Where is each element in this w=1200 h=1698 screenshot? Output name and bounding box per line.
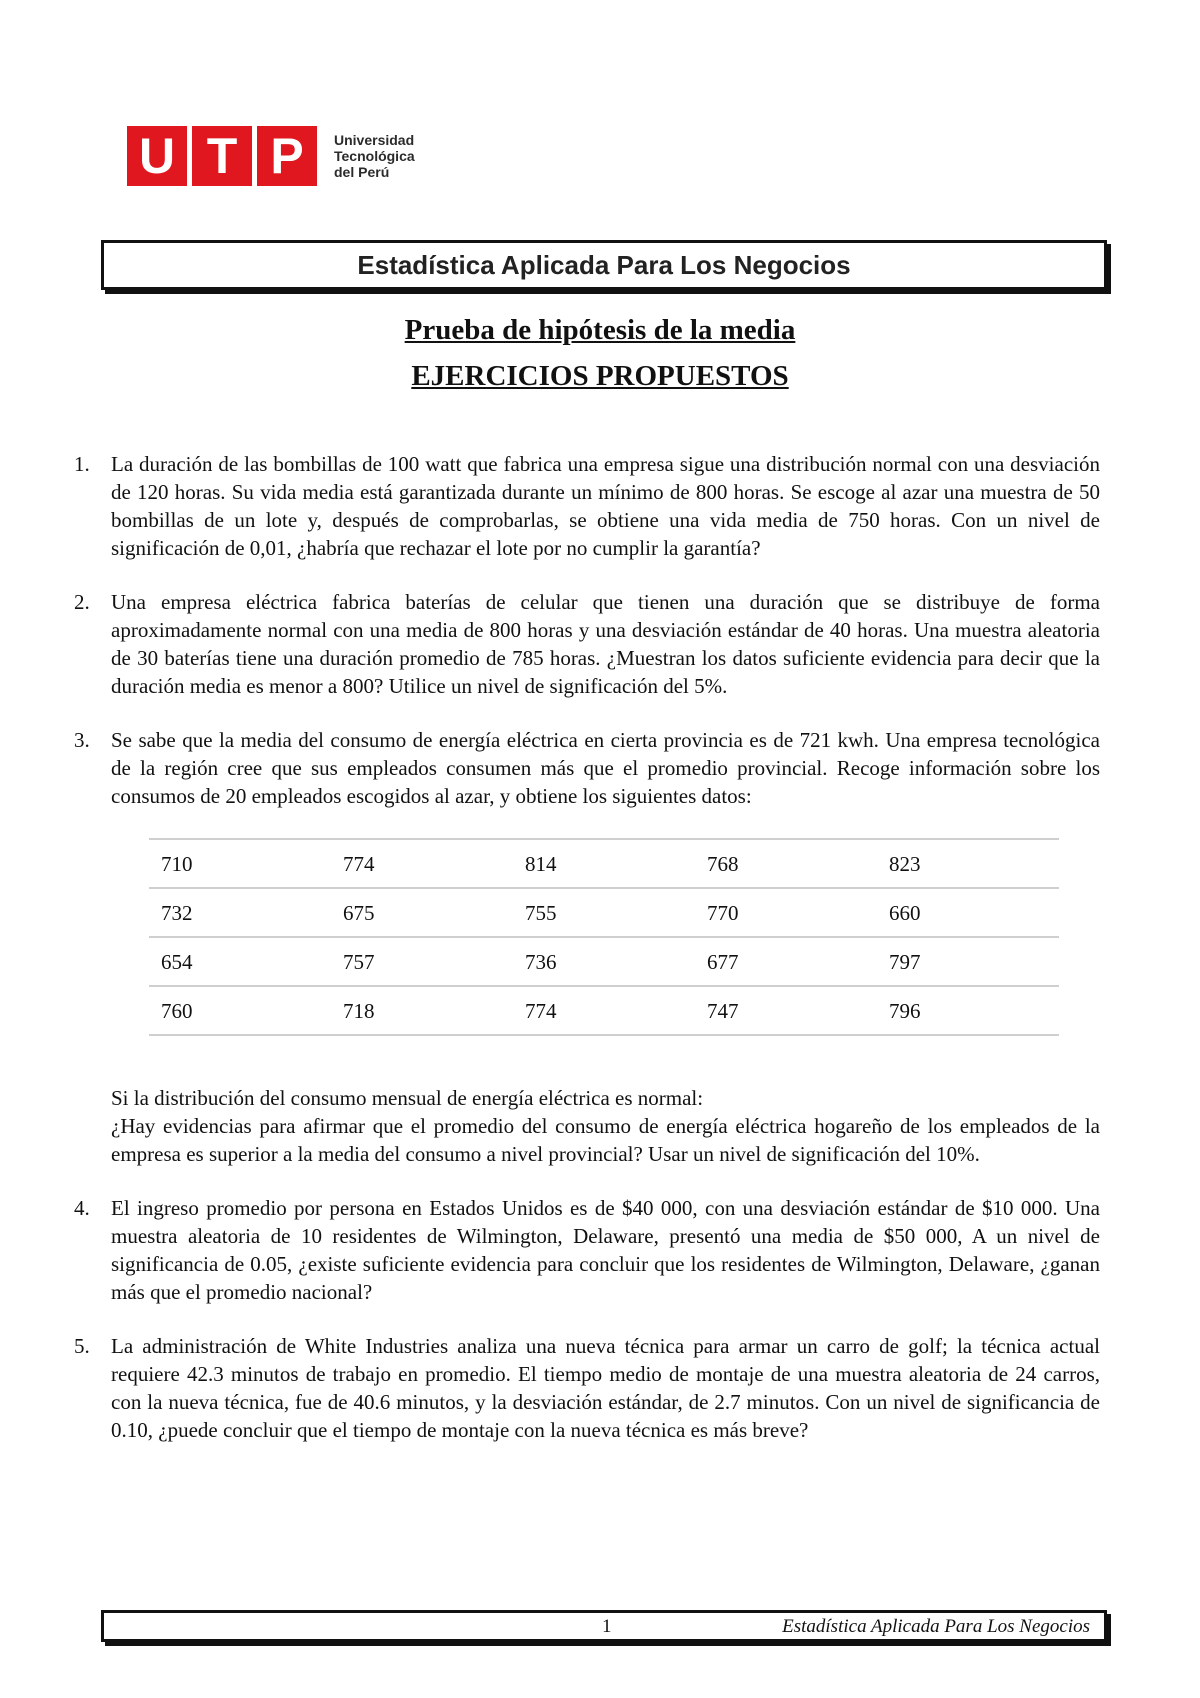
table-row (149, 839, 1059, 888)
logo-letter-p: P (257, 126, 317, 186)
logo-university-name (334, 132, 415, 180)
exercise-text: La duración de las bombillas de 100 watt que fabrica una empresa sigue una distribución normal con una desviación de 120 horas. Su vida media está garantizada durante un mínimo de 800 horas. Se escoge al azar una muestra de 50 bombillas de un lote y, después de comprobarlas, se obtiene una vida media de 750 horas. Con un nivel de significación de 0,01, ¿habría que rechazar el lote por no cumplir la garantía? (111, 452, 1100, 560)
table-cell: 747 (695, 986, 877, 1035)
table-cell: 675 (331, 888, 513, 937)
course-title-box (101, 240, 1107, 290)
table-cell: 774 (331, 839, 513, 888)
exercise-3-question: ¿Hay evidencias para afirmar que el promedio del consumo de energía eléctrica hogareño de los empleados de la empresa es superior a la media del consumo a nivel provincial? Usar un nivel de significación del 10%. (111, 1114, 1100, 1166)
table-cell: 710 (149, 839, 331, 888)
page-number: 1 (602, 1616, 612, 1637)
exercise-text: Una empresa eléctrica fabrica baterías de celular que tienen una duración que se distribuye de forma aproximadamente normal con una media de 800 horas y una desviación estándar de 40 horas. Una muestra aleatoria de 30 baterías tiene una duración promedio de 785 horas. ¿Muestran los datos suficiente evidencia para decir que la duración media es menor a 800? Utilice un nivel de significación del 5%. (111, 590, 1100, 698)
exercise-3 (70, 726, 1100, 1168)
table-cell: 755 (513, 888, 695, 937)
exercise-number: 1. (74, 452, 90, 476)
table-cell: 660 (877, 888, 1059, 937)
table-cell: 736 (513, 937, 695, 986)
table-cell: 823 (877, 839, 1059, 888)
logo-letter-u: U (127, 126, 187, 186)
exercise-text: El ingreso promedio por persona en Estados Unidos es de $40 000, con una desviación estándar de $10 000. Una muestra aleatoria de 10 residentes de Wilmington, Delaware, presentó una media de $50 000, A un nivel de significancia de 0.05, ¿existe suficiente evidencia para concluir que los residentes de Wilmington, Delaware, ¿ganan más que el promedio nacional? (111, 1196, 1100, 1304)
exercise-number: 5. (74, 1334, 90, 1358)
utp-logo (127, 126, 415, 186)
table-cell: 814 (513, 839, 695, 888)
footer-course-title: Estadística Aplicada Para Los Negocios (782, 1616, 1090, 1637)
table-cell: 774 (513, 986, 695, 1035)
table-cell: 760 (149, 986, 331, 1035)
table-cell: 770 (695, 888, 877, 937)
exercise-list (70, 450, 1100, 1470)
table-cell: 797 (877, 937, 1059, 986)
exercise-4 (70, 1194, 1100, 1306)
exercise-number: 4. (74, 1196, 90, 1220)
consumption-data-table (149, 838, 1059, 1036)
table-cell: 796 (877, 986, 1059, 1035)
exercise-number: 2. (74, 590, 90, 614)
table-cell: 718 (331, 986, 513, 1035)
table-cell: 654 (149, 937, 331, 986)
course-title: Estadística Aplicada Para Los Negocios (357, 249, 851, 280)
exercise-1 (70, 450, 1100, 562)
logo-line-2: Tecnológica (334, 148, 415, 164)
exercise-text: La administración de White Industries analiza una nueva técnica para armar un carro de golf; la técnica actual requiere 42.3 minutos de trabajo en promedio. El tiempo medio de montaje de una muestra aleatoria de 24 carros, con la nueva técnica, fue de 40.6 minutos, y la desviación estándar, de 2.7 minutos. Con un nivel de significancia de 0.10, ¿puede concluir que el tiempo de montaje con la nueva técnica es más breve? (111, 1334, 1100, 1442)
table-row (149, 937, 1059, 986)
table-cell: 768 (695, 839, 877, 888)
table-row (149, 888, 1059, 937)
page-subtitle: EJERCICIOS PROPUESTOS (411, 360, 789, 392)
logo-line-1: Universidad (334, 132, 415, 148)
exercise-text: Se sabe que la media del consumo de energía eléctrica en cierta provincia es de 721 kwh. Una empresa tecnológica de la región cree que sus empleados consumen más que el promedio provincial. Recoge información sobre los consumos de 20 empleados escogidos al azar, y obtiene los siguientes datos: (111, 728, 1100, 808)
page-footer (101, 1610, 1107, 1642)
table-cell: 677 (695, 937, 877, 986)
exercise-number: 3. (74, 728, 90, 752)
logo-letter-t: T (192, 126, 252, 186)
table-cell: 732 (149, 888, 331, 937)
logo-line-3: del Perú (334, 164, 390, 180)
page-title: Prueba de hipótesis de la media (404, 314, 796, 346)
exercise-3-condition: Si la distribución del consumo mensual de energía eléctrica es normal: (111, 1086, 704, 1110)
table-row (149, 986, 1059, 1035)
exercise-2 (70, 588, 1100, 700)
table-cell: 757 (331, 937, 513, 986)
exercise-5 (70, 1332, 1100, 1444)
